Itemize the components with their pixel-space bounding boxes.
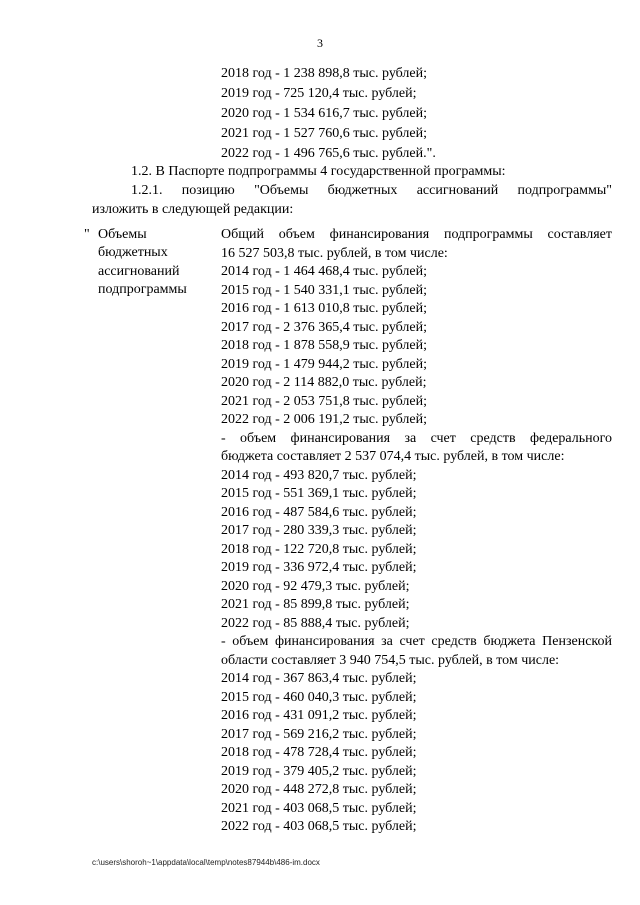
right-cell-line: 2022 год - 2 006 191,2 тыс. рублей; xyxy=(221,412,428,427)
right-cell-line: 2022 год - 85 888,4 тыс. рублей; xyxy=(221,615,410,631)
right-cell-line: 2022 год - 403 068,5 тыс. рублей; xyxy=(221,819,417,834)
file-path-footer: c:\users\shoroh~1\appdata\local\temp\notes87944b\486-im.docx xyxy=(92,858,320,867)
paragraph-1-2-1-continuation: изложить в следующей редакции: xyxy=(92,202,294,217)
right-cell-line: 2020 год - 92 479,3 тыс. рублей; xyxy=(221,578,410,594)
right-cell-line: 16 527 503,8 тыс. рублей, в том числе: xyxy=(221,245,448,261)
right-cell-line: - объем финансирования за счет средств бюджета Пензенской xyxy=(221,634,612,649)
list-item: 2020 год - 1 534 616,7 тыс. рублей; xyxy=(221,106,428,121)
right-cell-line: 2016 год - 1 613 010,8 тыс. рублей; xyxy=(221,301,428,316)
right-cell-line: 2020 год - 448 272,8 тыс. рублей; xyxy=(221,782,417,797)
right-cell-line: 2014 год - 1 464 468,4 тыс. рублей; xyxy=(221,264,428,279)
right-cell-line: 2014 год - 493 820,7 тыс. рублей; xyxy=(221,467,417,483)
right-cell-line: 2018 год - 478 728,4 тыс. рублей; xyxy=(221,745,417,760)
right-cell-line: 2015 год - 1 540 331,1 тыс. рублей; xyxy=(221,282,428,298)
right-cell-line: 2021 год - 403 068,5 тыс. рублей; xyxy=(221,800,417,816)
right-cell-line: 2014 год - 367 863,4 тыс. рублей; xyxy=(221,671,417,686)
paragraph-1-2-1: 1.2.1. позицию "Объемы бюджетных ассигнований подпрограммы" xyxy=(131,183,612,198)
right-cell-line: Общий объем финансирования подпрограммы составляет xyxy=(221,227,612,242)
right-cell-line: 2015 год - 460 040,3 тыс. рублей; xyxy=(221,689,417,705)
table-right-column xyxy=(221,226,612,837)
paragraph-1-2: 1.2. В Паспорте подпрограммы 4 государственной программы: xyxy=(131,164,506,179)
top-funding-list xyxy=(221,64,436,164)
right-cell-line: области составляет 3 940 754,5 тыс. рублей, в том числе: xyxy=(221,652,560,668)
right-cell-line: 2019 год - 336 972,4 тыс. рублей; xyxy=(221,560,417,575)
right-cell-line: 2019 год - 1 479 944,2 тыс. рублей; xyxy=(221,356,428,372)
right-cell-line: 2021 год - 2 053 751,8 тыс. рублей; xyxy=(221,393,428,409)
open-quote: " xyxy=(84,227,90,242)
right-cell-line: 2019 год - 379 405,2 тыс. рублей; xyxy=(221,763,417,779)
right-cell-line: 2018 год - 122 720,8 тыс. рублей; xyxy=(221,541,417,557)
left-cell-line: Объемы xyxy=(98,227,147,242)
left-cell-line: подпрограммы xyxy=(98,281,187,297)
right-cell-line: - объем финансирования за счет средств федерального xyxy=(221,430,612,446)
table-left-column xyxy=(98,226,187,299)
right-cell-line: 2017 год - 569 216,2 тыс. рублей; xyxy=(221,726,417,742)
right-cell-line: 2018 год - 1 878 558,9 тыс. рублей; xyxy=(221,338,428,353)
list-item: 2018 год - 1 238 898,8 тыс. рублей; xyxy=(221,66,428,81)
right-cell-line: бюджета составляет 2 537 074,4 тыс. рублей, в том числе: xyxy=(221,449,565,464)
right-cell-line: 2016 год - 487 584,6 тыс. рублей; xyxy=(221,504,417,520)
left-cell-line: ассигнований xyxy=(98,263,180,279)
right-cell-line: 2017 год - 280 339,3 тыс. рублей; xyxy=(221,523,417,538)
right-cell-line: 2021 год - 85 899,8 тыс. рублей; xyxy=(221,597,410,612)
list-item: 2021 год - 1 527 760,6 тыс. рублей; xyxy=(221,126,428,141)
left-cell-line: бюджетных xyxy=(98,245,168,261)
list-item: 2022 год - 1 496 765,6 тыс. рублей.". xyxy=(221,146,436,161)
page-number: 3 xyxy=(317,36,323,50)
right-cell-line: 2016 год - 431 091,2 тыс. рублей; xyxy=(221,708,417,723)
right-cell-line: 2017 год - 2 376 365,4 тыс. рублей; xyxy=(221,319,428,335)
list-item: 2019 год - 725 120,4 тыс. рублей; xyxy=(221,86,417,101)
right-cell-line: 2020 год - 2 114 882,0 тыс. рублей; xyxy=(221,375,427,390)
right-cell-line: 2015 год - 551 369,1 тыс. рублей; xyxy=(221,486,417,501)
